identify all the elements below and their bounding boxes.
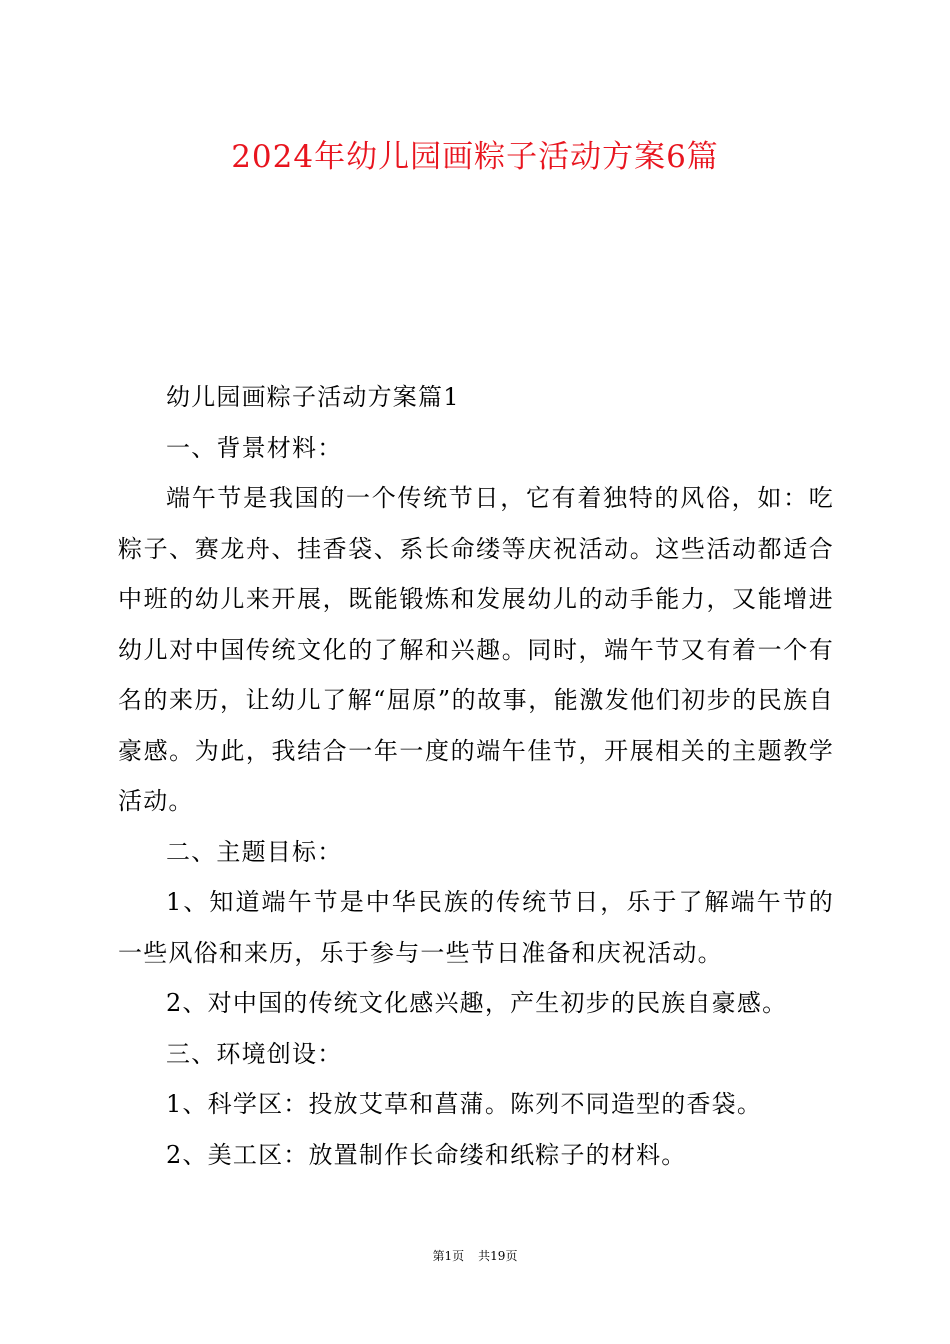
goal-item-1: 1、知道端午节是中华民族的传统节日，乐于了解端午节的一些风俗和来历，乐于参与一些节日准备和庆祝活动。 [118,888,834,967]
heading-background: 一、背景材料： [166,433,343,462]
goal-item-2: 2、对中国的传统文化感兴趣，产生初步的民族自豪感。 [166,989,788,1017]
total-pages: 共19页 [478,1249,518,1263]
heading-environment: 三、环境创设： [166,1039,343,1068]
section-heading-plan-1: 幼儿园画粽子活动方案篇1 [166,383,460,411]
heading-goals: 二、主题目标： [166,837,343,866]
environment-item-2: 2、美工区：放置制作长命缕和纸粽子的材料。 [166,1140,687,1169]
document-body [118,372,834,1180]
document-title: 2024年幼儿园画粽子活动方案6篇 [231,139,719,175]
page-footer [0,1248,950,1264]
paragraph-background-text: 端午节是我国的一个传统节日，它有着独特的风俗，如：吃粽子、赛龙舟、挂香袋、系长命缕等庆祝活动。这些活动都适合中班的幼儿来开展，既能锻炼和发展幼儿的动手能力，又能增进幼儿对中国传统文化的了解和兴趣。同时，端午节又有着一个有名的来历，让幼儿了解“屈原”的故事，能激发他们初步的民族自豪感。为此，我结合一年一度的端午佳节，开展相关的主题教学活动。 [118,484,834,815]
page-number: 第1页 [432,1249,465,1263]
environment-item-1: 1、科学区：投放艾草和菖蒲。陈列不同造型的香袋。 [166,1090,763,1118]
